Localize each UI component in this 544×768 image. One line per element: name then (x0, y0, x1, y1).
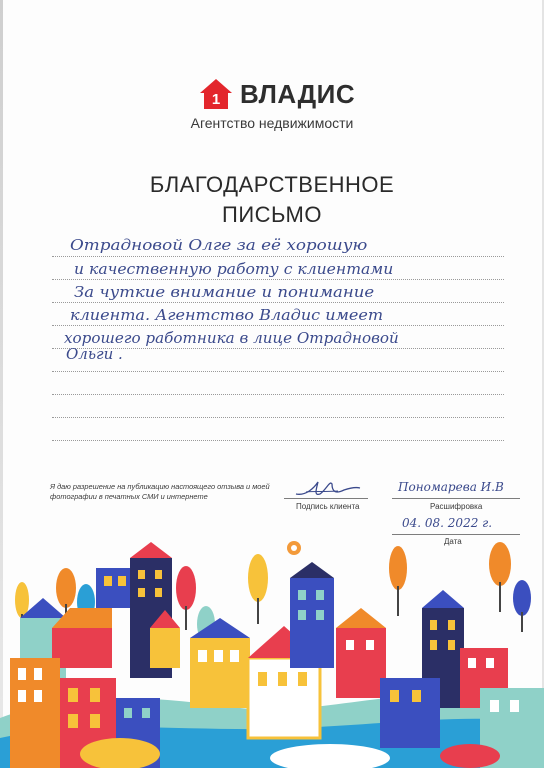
title-line-1: БЛАГОДАРСТВЕННОЕ (149, 172, 395, 197)
ruled-line (52, 256, 504, 257)
name-line (392, 498, 520, 499)
brand-tagline: Агентство недвижимости (190, 115, 354, 131)
ruled-line (52, 394, 504, 395)
logo-mark-digit: 1 (211, 91, 221, 108)
handwritten-line-3: За чуткие внимание и понимание (74, 283, 375, 301)
title-line-2: ПИСЬМО (222, 202, 322, 227)
handwritten-line-6: Ольги . (66, 345, 123, 363)
city-illustration (0, 528, 544, 768)
ruled-line (52, 325, 504, 326)
ruled-line (52, 440, 504, 441)
handwritten-line-4: клиента. Агентство Владис имеет (70, 306, 384, 324)
ruled-line (52, 417, 504, 418)
date-caption: Дата (444, 537, 462, 546)
handwritten-line-1: Отрадновой Олге за её хорошую (70, 236, 368, 254)
ruled-line (52, 279, 504, 280)
signature-caption: Подпись клиента (296, 502, 360, 511)
ruled-line (52, 371, 504, 372)
consent-text: Я даю разрешение на публикацию настоящего отзыва и моей фотографии в печатных СМИ и интернете (50, 482, 270, 501)
brand-name: ВЛАДИС (240, 79, 356, 109)
handwritten-line-5: хорошего работника в лице Отрадновой (64, 329, 399, 347)
brand-logo (198, 78, 355, 110)
handwritten-line-2: и качественную работу с клиентами (74, 260, 394, 278)
letter-title (0, 170, 544, 230)
house-key-icon (198, 78, 234, 110)
date-handwritten: 04. 08. 2022 г. (402, 516, 493, 530)
signature-line (284, 498, 368, 499)
ruled-line (52, 302, 504, 303)
name-handwritten: Пономарева И.В (398, 480, 504, 494)
name-caption: Расшифровка (430, 502, 483, 511)
